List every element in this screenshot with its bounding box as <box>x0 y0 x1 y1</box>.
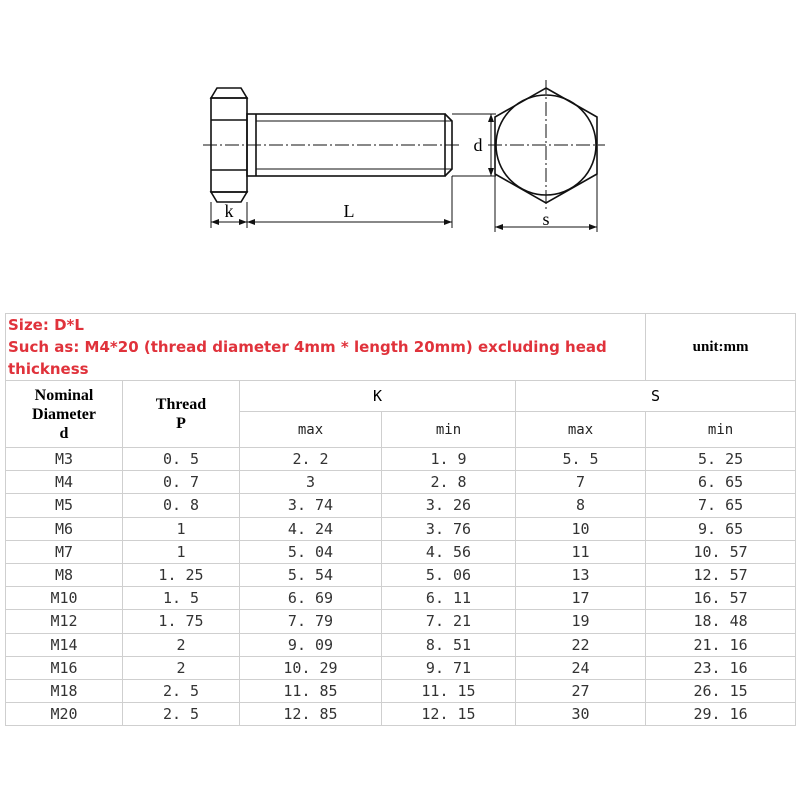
bolt-technical-drawing <box>0 0 800 300</box>
label-L: L <box>343 201 355 221</box>
cell-s-min: 26. 15 <box>646 679 796 702</box>
col-header-thread-line1: Thread <box>155 396 207 413</box>
cell-nominal-diameter: M6 <box>6 517 123 540</box>
col-header-nominal-line3: d <box>59 424 69 442</box>
cell-thread-pitch: 2. 5 <box>123 703 240 726</box>
unit-label: unit:mm <box>646 314 796 381</box>
label-k: k <box>224 201 234 221</box>
cell-k-min: 1. 9 <box>382 448 516 471</box>
cell-nominal-diameter: M10 <box>6 587 123 610</box>
cell-s-max: 5. 5 <box>516 448 646 471</box>
cell-nominal-diameter: M20 <box>6 703 123 726</box>
cell-s-min: 7. 65 <box>646 494 796 517</box>
cell-k-max: 7. 79 <box>240 610 382 633</box>
cell-thread-pitch: 2. 5 <box>123 679 240 702</box>
size-info-cell <box>6 314 646 381</box>
size-info-row <box>6 314 796 381</box>
cell-k-min: 6. 11 <box>382 587 516 610</box>
cell-s-max: 27 <box>516 679 646 702</box>
center-lines <box>203 80 605 212</box>
cell-nominal-diameter: M18 <box>6 679 123 702</box>
table-row <box>6 540 796 563</box>
cell-s-min: 6. 65 <box>646 471 796 494</box>
cell-s-max: 17 <box>516 587 646 610</box>
col-header-thread-line2: P <box>176 415 186 432</box>
cell-thread-pitch: 0. 7 <box>123 471 240 494</box>
example-line: Such as: M4*20 (thread diameter 4mm * length 20mm) excluding head thickness <box>8 338 607 378</box>
cell-s-min: 10. 57 <box>646 540 796 563</box>
cell-s-max: 30 <box>516 703 646 726</box>
cell-thread-pitch: 0. 5 <box>123 448 240 471</box>
cell-s-max: 11 <box>516 540 646 563</box>
cell-k-min: 9. 71 <box>382 656 516 679</box>
sub-header-s-max: max <box>516 412 646 448</box>
group-header-k: K <box>240 381 516 412</box>
cell-thread-pitch: 1. 5 <box>123 587 240 610</box>
sub-header-s-min: min <box>646 412 796 448</box>
cell-k-min: 7. 21 <box>382 610 516 633</box>
cell-nominal-diameter: M5 <box>6 494 123 517</box>
group-header-s: S <box>516 381 796 412</box>
cell-k-max: 12. 85 <box>240 703 382 726</box>
table-row <box>6 494 796 517</box>
cell-k-min: 11. 15 <box>382 679 516 702</box>
cell-k-max: 3 <box>240 471 382 494</box>
cell-s-max: 10 <box>516 517 646 540</box>
table-row <box>6 703 796 726</box>
cell-k-min: 5. 06 <box>382 563 516 586</box>
table-row <box>6 563 796 586</box>
cell-s-max: 13 <box>516 563 646 586</box>
cell-thread-pitch: 0. 8 <box>123 494 240 517</box>
cell-k-min: 8. 51 <box>382 633 516 656</box>
table-row <box>6 679 796 702</box>
cell-nominal-diameter: M3 <box>6 448 123 471</box>
cell-s-min: 9. 65 <box>646 517 796 540</box>
col-header-nominal-diameter <box>6 381 123 448</box>
cell-thread-pitch: 1 <box>123 517 240 540</box>
cell-k-min: 2. 8 <box>382 471 516 494</box>
col-header-nominal-line1: Nominal <box>34 386 94 404</box>
cell-k-min: 3. 26 <box>382 494 516 517</box>
cell-s-min: 23. 16 <box>646 656 796 679</box>
cell-s-min: 5. 25 <box>646 448 796 471</box>
cell-thread-pitch: 2 <box>123 656 240 679</box>
cell-nominal-diameter: M4 <box>6 471 123 494</box>
col-header-thread <box>123 381 240 448</box>
table-row <box>6 448 796 471</box>
cell-nominal-diameter: M7 <box>6 540 123 563</box>
cell-k-max: 11. 85 <box>240 679 382 702</box>
label-d: d <box>473 135 483 155</box>
cell-thread-pitch: 1 <box>123 540 240 563</box>
cell-k-max: 10. 29 <box>240 656 382 679</box>
cell-k-min: 12. 15 <box>382 703 516 726</box>
cell-nominal-diameter: M8 <box>6 563 123 586</box>
bolt-dimension-table <box>5 313 796 726</box>
cell-s-min: 29. 16 <box>646 703 796 726</box>
cell-s-min: 12. 57 <box>646 563 796 586</box>
table-row <box>6 610 796 633</box>
cell-nominal-diameter: M12 <box>6 610 123 633</box>
cell-thread-pitch: 2 <box>123 633 240 656</box>
cell-s-max: 22 <box>516 633 646 656</box>
table-row <box>6 471 796 494</box>
table-row <box>6 517 796 540</box>
cell-k-max: 2. 2 <box>240 448 382 471</box>
cell-s-max: 8 <box>516 494 646 517</box>
col-header-nominal-line2: Diameter <box>32 405 96 423</box>
cell-k-max: 3. 74 <box>240 494 382 517</box>
sub-header-k-max: max <box>240 412 382 448</box>
label-s: s <box>542 209 550 229</box>
cell-k-max: 5. 04 <box>240 540 382 563</box>
cell-nominal-diameter: M14 <box>6 633 123 656</box>
table-row <box>6 587 796 610</box>
cell-s-min: 16. 57 <box>646 587 796 610</box>
cell-k-max: 4. 24 <box>240 517 382 540</box>
table-row <box>6 656 796 679</box>
cell-s-max: 7 <box>516 471 646 494</box>
cell-thread-pitch: 1. 75 <box>123 610 240 633</box>
cell-k-max: 5. 54 <box>240 563 382 586</box>
cell-s-max: 24 <box>516 656 646 679</box>
cell-k-max: 9. 09 <box>240 633 382 656</box>
cell-k-min: 4. 56 <box>382 540 516 563</box>
size-line: Size: D*L <box>8 316 84 334</box>
cell-s-min: 21. 16 <box>646 633 796 656</box>
cell-s-min: 18. 48 <box>646 610 796 633</box>
cell-k-max: 6. 69 <box>240 587 382 610</box>
sub-header-k-min: min <box>382 412 516 448</box>
cell-k-min: 3. 76 <box>382 517 516 540</box>
group-header-row <box>6 381 796 412</box>
table-body <box>6 448 796 726</box>
cell-thread-pitch: 1. 25 <box>123 563 240 586</box>
cell-nominal-diameter: M16 <box>6 656 123 679</box>
table-row <box>6 633 796 656</box>
cell-s-max: 19 <box>516 610 646 633</box>
